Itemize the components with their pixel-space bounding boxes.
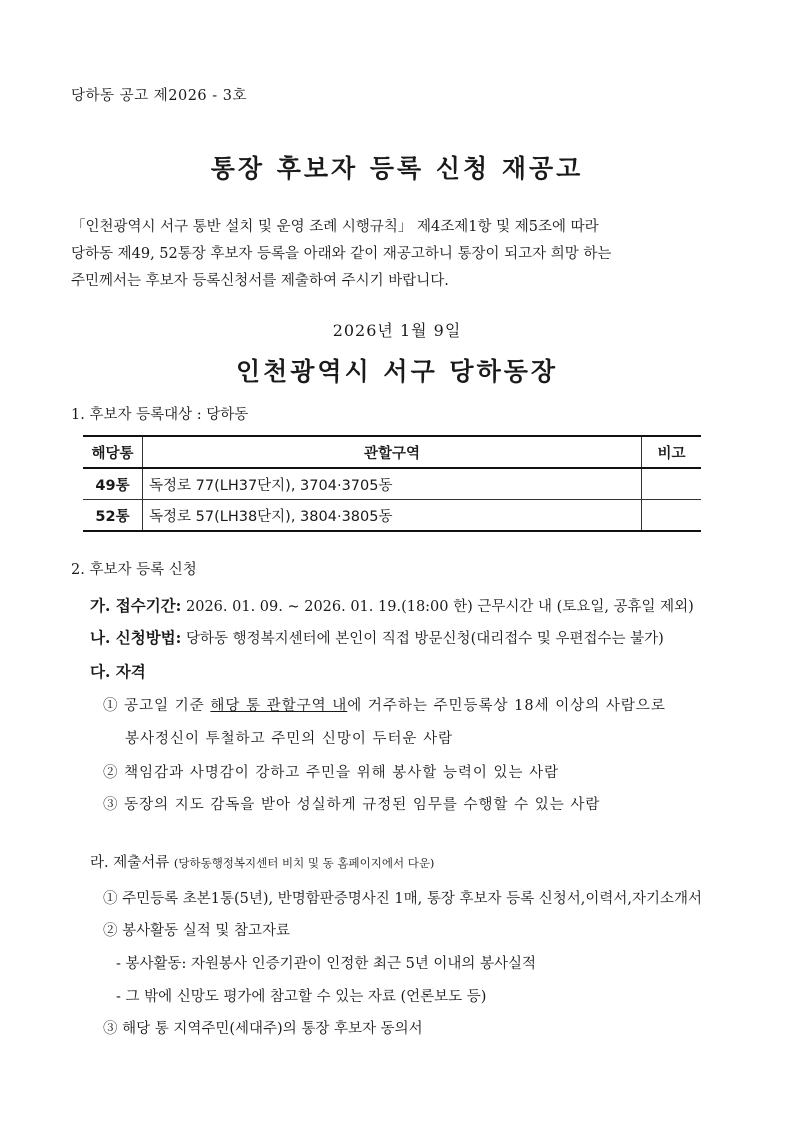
header-tong: 해당통: [83, 436, 143, 468]
qualification-item-2: ② 책임감과 사명감이 강하고 주민을 위해 봉사할 능력이 있는 사람: [103, 765, 560, 781]
documents-label: 라. 제출서류: [90, 855, 170, 871]
qualification-text: 에 거주하는 주민등록상 18세 이상의 사람으로: [347, 698, 666, 714]
qualification-item-1: [103, 694, 666, 715]
reception-period-text: 2026. 01. 09. ~ 2026. 01. 19.(18:00 한) 근무시간 내 (토요일, 공휴일 제외): [186, 599, 694, 615]
cell-tong: 52통: [83, 500, 143, 532]
cell-note: [642, 468, 702, 500]
notice-date: 2026년 1월 9일: [332, 321, 462, 340]
table-header-row: [83, 436, 701, 468]
reception-period-label: 가. 접수기간:: [90, 596, 182, 615]
documents-heading: [90, 851, 434, 872]
qualification-item-3: ③ 동장의 지도 감독을 받아 성실하게 규정된 임무를 수행할 수 있는 사람: [103, 797, 601, 813]
table-row: [83, 500, 701, 532]
qualification-heading: [90, 660, 146, 682]
document-item-2: ② 봉사활동 실적 및 참고자료: [103, 923, 291, 939]
cell-area: 독정로 77(LH37단지), 3704·3705동: [143, 468, 642, 500]
cell-note: [642, 500, 702, 532]
intro-line: 당하동 제49, 52통장 후보자 등록을 아래와 같이 재공고하니 통장이 되고자 희망 하는: [71, 246, 612, 262]
table-row: [83, 468, 701, 500]
documents-note: (당하동행정복지센터 비치 및 동 홈페이지에서 다운): [173, 856, 435, 870]
document-item-3: ③ 해당 통 지역주민(세대주)의 통장 후보자 동의서: [103, 1021, 423, 1037]
document-subitem: - 봉사활동: 자원봉사 인증기관이 인정한 최근 5년 이내의 봉사실적: [116, 956, 537, 972]
jurisdiction-table: [83, 435, 701, 532]
intro-line: 주민께서는 후보자 등록신청서를 제출하여 주시기 바랍니다.: [71, 273, 449, 289]
section1-heading: 1. 후보자 등록대상 : 당하동: [71, 407, 249, 423]
issuer-name: 인천광역시 서구 당하동장: [235, 357, 559, 386]
qualification-label: 다. 자격: [90, 662, 146, 681]
notice-number: 당하동 공고 제2026 - 3호: [71, 88, 248, 104]
section2-heading: 2. 후보자 등록 신청: [71, 562, 197, 578]
document-subitem: - 그 밖에 신망도 평가에 참고할 수 있는 자료 (언론보도 등): [116, 989, 487, 1005]
header-area: 관할구역: [143, 436, 642, 468]
qualification-item-1-cont: 봉사정신이 투철하고 주민의 신망이 두터운 사람: [125, 731, 454, 747]
intro-paragraph: [71, 214, 721, 295]
intro-line: 「인천광역시 서구 통반 설치 및 운영 조례 시행규칙」 제4조제1항 및 제5조에 따라: [71, 219, 599, 235]
page-title: 통장 후보자 등록 신청 재공고: [210, 154, 584, 183]
cell-tong: 49통: [83, 468, 143, 500]
cell-area: 독정로 57(LH38단지), 3804·3805동: [143, 500, 642, 532]
qualification-mark: ①: [103, 698, 119, 714]
application-method-text: 당하동 행정복지센터에 본인이 직접 방문신청(대리접수 및 우편접수는 불가): [186, 631, 664, 647]
application-method: [90, 626, 664, 648]
reception-period: [90, 594, 694, 616]
qualification-underlined: 해당 통 관할구역 내: [210, 698, 348, 714]
header-note: 비고: [657, 445, 686, 462]
application-method-label: 나. 신청방법:: [90, 628, 182, 647]
document-item-1: ① 주민등록 초본1통(5년), 반명함판증명사진 1매, 통장 후보자 등록 신청서,이력서,자기소개서: [103, 891, 703, 907]
qualification-text: 공고일 기준: [124, 698, 211, 714]
